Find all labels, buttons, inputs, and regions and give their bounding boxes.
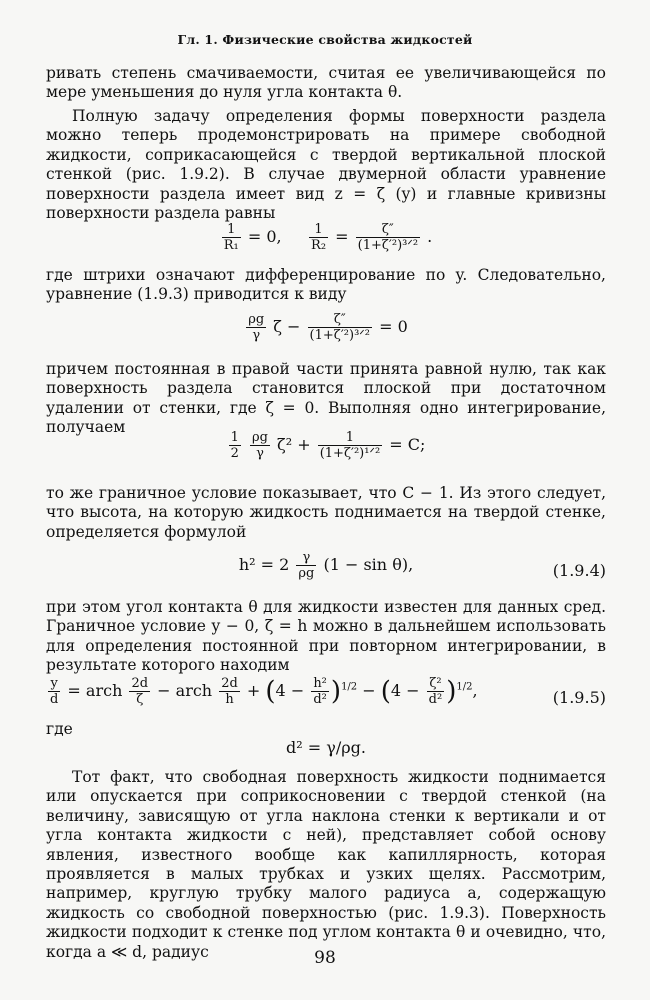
fraction: $\frac{\zeta''}{\text{(1+ζ′²)³ᐟ²}}$ [357, 222, 419, 253]
page-number: 98 [314, 948, 336, 968]
equation-curvatures: $\frac{1}{\text{R₁}}$ = 0, $\frac{1}{\text{R₂}}$ = $\frac{\zeta''}{\text{(1+ζ′²)³ᐟ²}}$ . [223, 222, 433, 253]
equation-first-integral: $\frac{1}{2}$ $\frac{\rho g}{\gamma}$ ζ² + $\frac{1}{\text{(1+ζ′²)¹ᐟ²}}$ = C; [230, 430, 426, 461]
fraction: $\frac{\text{ζ²}}{\text{d²}}$ [428, 676, 443, 707]
paragraph-3: где штрихи означают дифференцирование по y. Следовательно, уравнение (1.9.3) приводится к виду [46, 266, 606, 304]
fraction: $\frac{\text{h²}}{\text{d²}}$ [313, 676, 327, 707]
paragraph-1: ривать степень смачиваемости, считая ее увеличивающейся по мере уменьшения до нуля угла контакта θ. [46, 64, 606, 102]
fraction: $\frac{y}{d}$ [50, 676, 59, 707]
paragraph-7: где [46, 720, 73, 738]
fraction: $\frac{2d}{\zeta}$ [131, 676, 149, 707]
paragraph-5: то же граничное условие показывает, что C − 1. Из этого следует, что высота, на которую жидкость поднимается на твердой стенке, определяется формулой [46, 484, 606, 541]
equation-d-squared: d² = γ/ρg. [286, 738, 366, 757]
fraction: $\frac{\rho g}{\gamma}$ [248, 312, 265, 343]
fraction: $\frac{1}{\text{R₁}}$ [223, 222, 239, 253]
fraction: $\frac{\rho g}{\gamma}$ [251, 430, 268, 461]
equation-1-9-4: h² = 2 $\frac{\gamma}{\rho g}$ (1 − sin θ), (1.9.4) [238, 550, 606, 581]
paragraph-8: Тот факт, что свободная поверхность жидкости поднимается или опускается при соприкосновении с твердой стенкой (на величину, зависящую от угла наклона стенки к вертикали и от угла контакта жидкости с ней), представляет собой основу явления, известного вообще как капиллярность, которая проявляется в малых трубках и узких щелях. Рассмотрим, например, круглую трубку малого радиуса a, содержащую жидкость со свободной поверхностью (рис. 1.9.3). Поверхность жидкости подходит к стенке под углом контакта θ и очевидно, что, когда a ≪ d, радиус [46, 768, 606, 961]
equation-1-9-5: $\frac{y}{d}$ = arch $\frac{2d}{\zeta}$ − arch $\frac{2d}{h}$ + (4 − $\frac{\text{h²}}{\text{d²}}$ )$^{1/2}$ − (4 − $\frac{\text{ζ²}}{\text{d²}}$ )$^{1/2}$, (1.9.5) [50, 676, 606, 707]
fraction: $\frac{\zeta''}{\text{(1+ζ′²)³ᐟ²}}$ [309, 312, 370, 343]
fraction: $\frac{1}{2}$ [230, 430, 239, 461]
fraction: $\frac{2d}{h}$ [221, 676, 238, 707]
paragraph-6: при этом угол контакта θ для жидкости известен для данных сред. Граничное условие y − 0, ζ = h можно в дальнейшем использовать для определения постоянной при повторном интегрировании, в результате которого находим [46, 598, 606, 675]
paragraph-2: Полную задачу определения формы поверхности раздела можно теперь продемонстрировать на примере свободной жидкости, соприкасающейся с твердой вертикальной плоской стенкой (рис. 1.9.2). В случае двумерной области уравнение поверхности раздела имеет вид z = ζ (y) и главные кривизны поверхности раздела равны [46, 107, 606, 223]
fraction: $\frac{1}{\text{(1+ζ′²)¹ᐟ²}}$ [319, 430, 381, 461]
equation-number: (1.9.4) [552, 561, 606, 580]
paragraph-4: причем постоянная в правой части принята равной нулю, так как поверхность раздела становится плоской при достаточном удалении от стенки, где ζ = 0. Выполняя одно интегрирование, получаем [46, 360, 606, 437]
equation-number: (1.9.5) [552, 688, 606, 707]
fraction: $\frac{\gamma}{\rho g}$ [298, 550, 315, 581]
equation-reduced: $\frac{\rho g}{\gamma}$ ζ − $\frac{\zeta''}{\text{(1+ζ′²)³ᐟ²}}$ = 0 [248, 312, 408, 343]
running-header: Гл. 1. Физические свойства жидкостей [177, 32, 473, 47]
fraction: $\frac{1}{\text{R₂}}$ [311, 222, 327, 253]
